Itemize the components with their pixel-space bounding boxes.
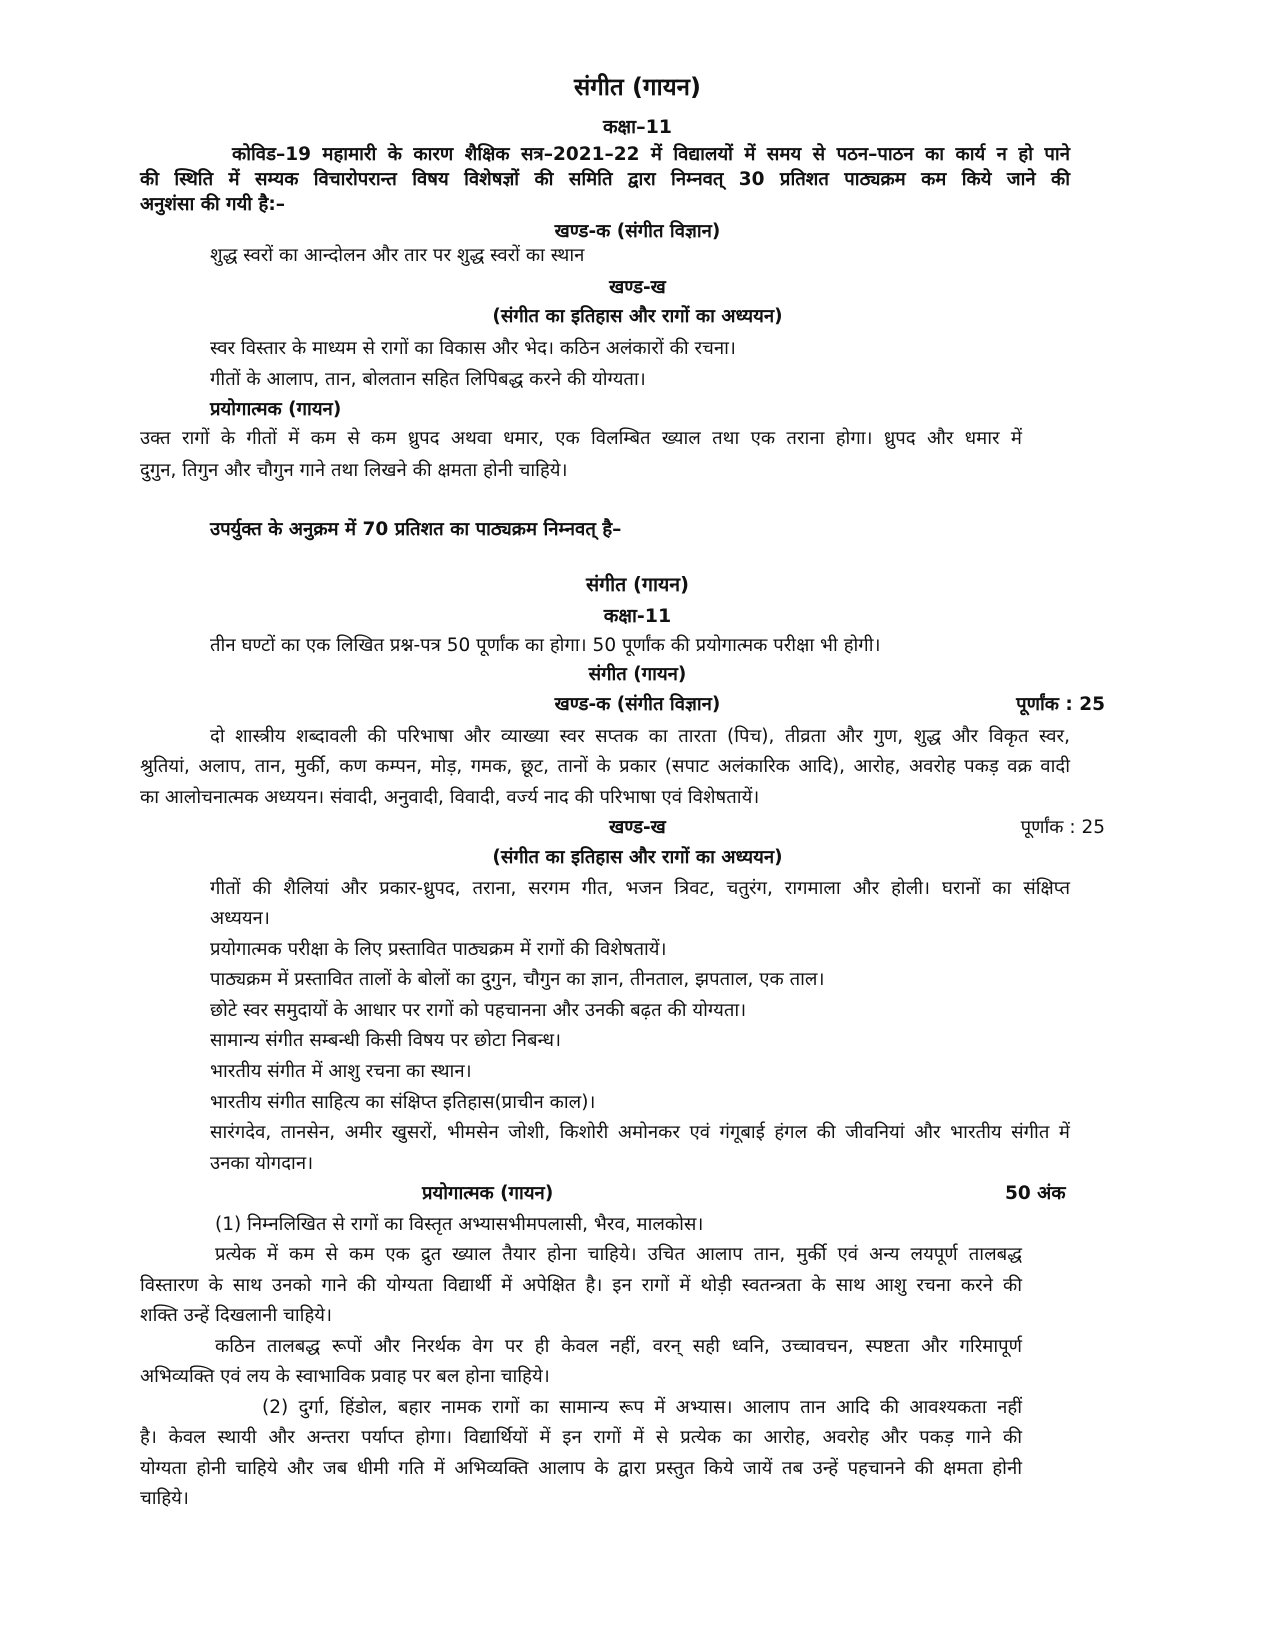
section-kha-line: गीतों के आलाप, तान, बोलतान सहित लिपिबद्ध करने की योग्यता। (210, 369, 646, 390)
part-kha-line: छोटे स्वर समुदायों के आधार पर रागों को पहचानना और उनकी बढ़त की योग्यता। (210, 1000, 747, 1021)
section-ka-heading: खण्ड-क (संगीत विज्ञान) (554, 221, 721, 242)
practical-line: विस्तारण के साथ उनको गाने की योग्यता विद्यार्थी में अपेक्षित है। इन रागों में थोड़ी स्वतन्त्रता के साथ आशु रचना करने की (140, 1275, 1022, 1296)
part-ka-line: का आलोचनात्मक अध्ययन। संवादी, अनुवादी, विवादी, वर्ज्य नाद की परिभाषा एवं विशेषतायें। (140, 787, 760, 808)
part-kha-line: भारतीय संगीत में आशु रचना का स्थान। (210, 1061, 472, 1082)
part-kha-marks: पूर्णांक : 25 (1020, 817, 1105, 838)
part-kha-line: पाठ्यक्रम में प्रस्तावित तालों के बोलों का दुगुन, चौगुन का ज्ञान, तीनताल, झपताल, एक ताल। (210, 969, 825, 990)
section-ka-text: शुद्ध स्वरों का आन्दोलन और तार पर शुद्ध स्वरों का स्थान (210, 245, 585, 266)
practical-line: (1) निम्नलिखित से रागों का विस्तृत अभ्यासभीमपलासी, भैरव, मालकोस। (215, 1214, 704, 1235)
syllabus-title-2: संगीत (गायन) (588, 664, 687, 685)
practical-line: है। केवल स्थायी और अन्तरा पर्याप्त होगा। विद्यार्थियों में इन रागों में से प्रत्येक का आरोह, अवरोह और पकड़ गाने की (140, 1427, 1022, 1448)
part-kha-subheading: (संगीत का इतिहास और रागों का अध्ययन) (492, 847, 783, 868)
practical-section-marks: 50 अंक (1005, 1183, 1066, 1204)
part-kha-line: प्रयोगात्मक परीक्षा के लिए प्रस्तावित पाठ्यक्रम में रागों की विशेषतायें। (210, 939, 667, 960)
page-title: संगीत (गायन) (574, 73, 701, 101)
part-kha-line: गीतों की शैलियां और प्रकार-ध्रुपद, तराना, सरगम गीत, भजन त्रिवट, चतुरंग, रागमाला और होली। घरानों का संक्षिप्त (210, 878, 1070, 899)
part-ka-heading: खण्ड-क (संगीत विज्ञान) (554, 694, 721, 715)
section-kha-heading: खण्ड-ख (609, 277, 666, 298)
section-kha-line: स्वर विस्तार के माध्यम से रागों का विकास और भेद। कठिन अलंकारों की रचना। (210, 338, 736, 359)
syllabus-title: संगीत (गायन) (585, 573, 690, 596)
part-kha-line: सारंगदेव, तानसेन, अमीर खुसरों, भीमसेन जोशी, किशोरी अमोनकर एवं गंगूबाई हंगल की जीवनियां और भारतीय संगीत में (210, 1122, 1070, 1143)
practical-heading: प्रयोगात्मक (गायन) (210, 399, 342, 420)
part-ka-marks: पूर्णांक : 25 (1016, 694, 1105, 715)
section-kha-subheading: (संगीत का इतिहास और रागों का अध्ययन) (492, 306, 783, 327)
practical-line: प्रत्येक में कम से कम एक द्रुत ख्याल तैयार होना चाहिये। उचित आलाप तान, मुर्की एवं अन्य लयपूर्ण तालबद्ध (215, 1244, 1022, 1265)
practical-line: योग्यता होनी चाहिये और जब धीमी गति में अभिव्यक्ति आलाप के द्वारा प्रस्तुत किये जायें तब उन्हें पहचानने की क्षमता होनी (140, 1458, 1022, 1479)
intro-line-1: कोविड–19 महामारी के कारण शैक्षिक सत्र–2021–22 में विद्यालयों में समय से पठन–पाठन का कार्य न हो पाने (232, 144, 1070, 165)
part-kha-heading: खण्ड-ख (609, 817, 666, 838)
part-kha-line: अध्ययन। (210, 908, 270, 929)
practical-line: चाहिये। (140, 1488, 189, 1509)
part-kha-line: भारतीय संगीत साहित्य का संक्षिप्त इतिहास(प्राचीन काल)। (210, 1092, 596, 1113)
part-ka-line: दो शास्त्रीय शब्दावली की परिभाषा और व्याख्या स्वर सप्तक का तारता (पिच), तीव्रता और गुण, शुद्ध और विकृत स्वर, (210, 726, 1070, 747)
class-heading: कक्षा–11 (602, 116, 673, 138)
practical-line-1: उक्त रागों के गीतों में कम से कम ध्रुपद अथवा धमार, एक विलम्बित ख्याल तथा एक तराना होगा। ध्रुपद और धमार में (140, 428, 1022, 449)
part-kha-line: सामान्य संगीत सम्बन्धी किसी विषय पर छोटा निबन्ध। (210, 1030, 562, 1051)
practical-line: शक्ति उन्हें दिखलानी चाहिये। (140, 1305, 333, 1326)
syllabus-class: कक्षा-11 (603, 605, 672, 627)
intro-line-2: की स्थिति में सम्यक विचारोपरान्त विषय विशेषज्ञों की समिति द्वारा निम्नवत् 30 प्रतिशत पाठ्यक्रम कम किये जाने की (140, 169, 1070, 190)
seventy-percent-note: उपर्युक्त के अनुक्रम में 70 प्रतिशत का पाठ्यक्रम निम्नवत् है– (210, 519, 622, 540)
practical-line-2: दुगुन, तिगुन और चौगुन गाने तथा लिखने की क्षमता होनी चाहिये। (140, 460, 568, 481)
part-kha-line: उनका योगदान। (210, 1153, 314, 1174)
part-ka-line: श्रुतियां, अलाप, तान, मुर्की, कण कम्पन, मोड़, गमक, छूट, तानों के प्रकार (सपाट अलंकारिक आदि), आरोह, अवरोह पकड़ वक्र वादी (140, 756, 1070, 777)
practical-line: (2) दुर्गा, हिंडोल, बहार नामक रागों का सामान्य रूप में अभ्यास। आलाप तान आदि की आवश्यकता नहीं (262, 1397, 1022, 1418)
practical-line: अभिव्यक्ति एवं लय के स्वाभाविक प्रवाह पर बल होना चाहिये। (140, 1366, 550, 1387)
intro-line-3: अनुशंसा की गयी है:– (140, 194, 286, 215)
practical-section-heading: प्रयोगात्मक (गायन) (422, 1183, 554, 1204)
practical-line: कठिन तालबद्ध रूपों और निरर्थक वेग पर ही केवल नहीं, वरन् सही ध्वनि, उच्चावचन, स्पष्टता और गरिमापूर्ण (215, 1336, 1022, 1357)
exam-note: तीन घण्टों का एक लिखित प्रश्न-पत्र 50 पूर्णांक का होगा। 50 पूर्णांक की प्रयोगात्मक परीक्षा भी होगी। (210, 635, 881, 656)
